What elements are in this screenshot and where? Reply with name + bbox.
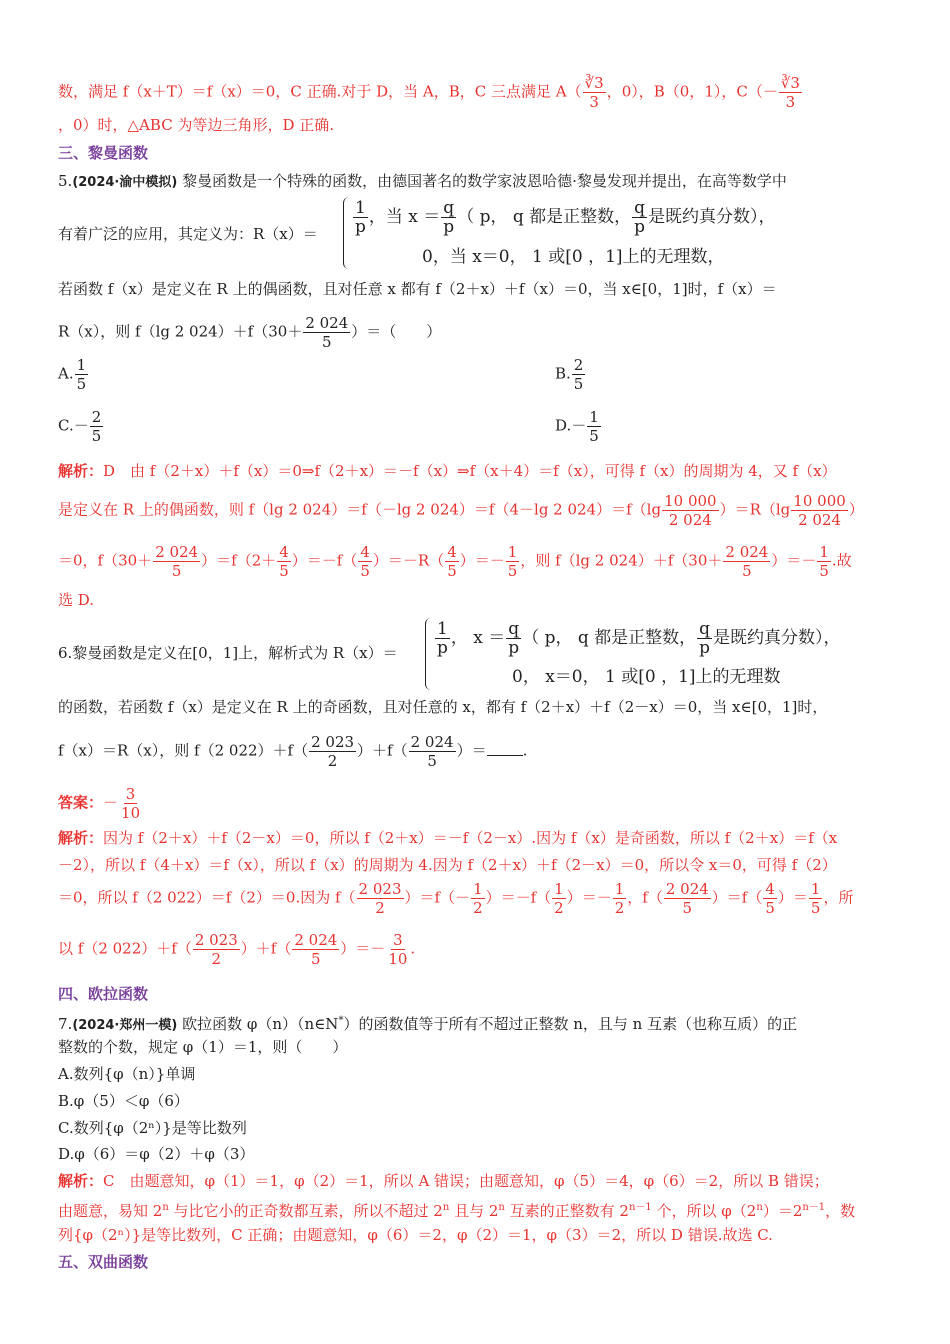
q5-source: (2024·渝中模拟) (72, 175, 178, 190)
q5-case-2: 0，当 x＝0， 1 或[0 ，1]上的无理数， (422, 247, 725, 267)
continuation-line-1: 数，满足 f（x＋T）＝f（x）＝0，C 正确.对于 D，当 A，B，C 三点满足 A（ $\frac{∛3}{3}$ ，0），B（0，1），C（－ $\frac{∛3}{3}$ (58, 74, 800, 111)
q7-source: (2024·郑州一模) (72, 1018, 178, 1033)
section-heading-hyperbolic: 五、双曲函数 (58, 1253, 149, 1271)
fraction: $\frac{q}{p}$ (443, 198, 455, 237)
sol5-line-3: ＝0，f（30＋ $\frac{2 024}{5}$ ）＝f（2＋ $\frac{4}{5}$ ）＝－f（ $\frac{4}{5}$ ）＝－R（ $\frac{4}{5}$ ）＝－ $\frac{1}{5}$ ，则 f（lg 2 024）＋f（30＋ $\frac{2 024}{5}$ ）＝－ $\frac{1}{5}$ .故 (58, 543, 852, 580)
q6-line-1: 6.黎曼函数是定义在[0，1]上，解析式为 R（x）＝ (58, 644, 398, 662)
q5-line-1: 5.(2024·渝中模拟) 黎曼函数是一个特殊的函数，由德国著名的数学家波恩哈德·黎曼发现并提出，在高等数学中 (58, 172, 787, 190)
solution-label: 解析： (58, 829, 104, 847)
sol5-line-1: 解析：D 由 f（2＋x）＋f（x）＝0⇒f（2＋x）＝－f（x）⇒f（x＋4）＝f（x），可得 f（x）的周期为 4，又 f（x） (58, 462, 837, 480)
q5-option-c: C.－ $\frac{2}{5}$ (58, 408, 102, 445)
q6-case-2: 0， x＝0， 1 或[0 ，1]上的无理数 (512, 667, 781, 687)
q7-line-1: 7.(2024·郑州一模) 欧拉函数 φ（n）（n∈N*）的函数值等于所有不超过正整数 n，且与 n 互素（也称互质）的正 (58, 1015, 798, 1033)
q5-definition-label: 有着广泛的应用，其定义为：R（x）＝ (58, 225, 318, 243)
sol6-line-3: ＝0，所以 f（2 022）＝f（2）＝0.因为 f（ $\frac{2 023}{2}$ ）＝f（－ $\frac{1}{2}$ ）＝－f（ $\frac{1}{2}$ ）＝－ $\frac{1}{2}$ ，f（ $\frac{2 024}{5}$ ）＝f（ $\frac{4}{5}$ ）＝ $\frac{1}{5}$ ，所 (58, 880, 854, 917)
answer-label: 答案： (58, 793, 104, 812)
q7-option-a: A.数列{φ（n）}单调 (58, 1065, 196, 1083)
sol5-line-4: 选 D. (58, 591, 95, 609)
q5-option-a: A. $\frac{1}{5}$ (58, 356, 87, 393)
sol5-line-2: 是定义在 R 上的偶函数，则 f（lg 2 024）＝f（－lg 2 024）＝f（4－lg 2 024）＝f（lg $\frac{10 000}{2 024}$ ）＝R（lg $\frac{10 000}{2 024}$ ） (58, 492, 864, 529)
fraction: $\frac{∛3}{3}$ (780, 74, 800, 111)
answer-blank (487, 741, 523, 756)
q6-case-1: $\frac{1}{p}$ ， x ＝ $\frac{q}{p}$ （ p， q 都是正整数， $\frac{q}{p}$ 是既约真分数）， (437, 619, 841, 658)
q6-line-3: f（x）＝R（x），则 f（2 022）＋f（ $\frac{2 023}{2}$ ）＋f（ $\frac{2 024}{5}$ ）＝ . (58, 733, 528, 770)
fraction: $\frac{1}{p}$ (355, 198, 366, 237)
sol7-line-1: 解析：C 由题意知，φ（1）＝1，φ（2）＝1，所以 A 错误；由题意知，φ（5）＝4，φ（6）＝2，所以 B 错误； (58, 1172, 829, 1190)
q7-option-b: B.φ（5）＜φ（6） (58, 1092, 189, 1110)
piecewise-brace (343, 197, 352, 269)
sol6-line-4: 以 f（2 022）＋f（ $\frac{2 023}{2}$ ）＋f（ $\frac{2 024}{5}$ ）＝－ $\frac{3}{10}$ . (58, 931, 416, 968)
q6-line-2: 的函数，若函数 f（x）是定义在 R 上的奇函数，且对任意的 x，都有 f（2＋x）＋f（2－x）＝0，当 x∈[0，1]时， (58, 698, 828, 716)
q7-line-2: 整数的个数，规定 φ（1）＝1，则（ ） (58, 1038, 348, 1056)
q5-line-3: 若函数 f（x）是定义在 R 上的偶函数，且对任意 x 都有 f（2＋x）＋f（x）＝0，当 x∈[0，1]时，f（x）＝ (58, 280, 777, 298)
continuation-line-2: ，0）时，△ABC 为等边三角形，D 正确. (58, 116, 335, 134)
q5-option-d: D.－ $\frac{1}{5}$ (555, 408, 599, 445)
sol7-line-2: 由题意，易知 2$^n$ 与比它小的正奇数都互素，所以不超过 2$^n$ 且与 2$^n$ 互素的正整数有 $2^{n-1}$ 个，所以 $\varphi(2^n)=2^{n-1}$，数 (58, 1202, 856, 1220)
fraction: $\frac{∛3}{3}$ (584, 74, 604, 111)
section-heading-euler: 四、欧拉函数 (58, 985, 149, 1003)
q7-option-c: C.数列{φ（2ⁿ）}是等比数列 (58, 1119, 247, 1137)
sol7-line-3: 列{φ（2ⁿ）}是等比数列，C 正确；由题意知，φ（6）＝2，φ（2）＝1，φ（3）＝2，所以 D 错误.故选 C. (58, 1226, 773, 1244)
solution-label: 解析： (58, 462, 104, 480)
ans6-line: 答案：－ $\frac{3}{10}$ (58, 785, 141, 822)
q5-option-b: B. $\frac{2}{5}$ (555, 356, 584, 393)
piecewise-brace (425, 618, 434, 690)
fraction: $\frac{q}{p}$ (634, 198, 646, 237)
sol6-line-1: 解析：因为 f（2＋x）＋f（2－x）＝0，所以 f（2＋x）＝－f（2－x）.因为 f（x）是奇函数，所以 f（2＋x）＝f（x (58, 829, 838, 847)
sol6-line-2: －2），所以 f（4＋x）＝f（x），所以 f（x）的周期为 4.因为 f（2＋x）＋f（2－x）＝0，所以令 x＝0，可得 f（2） (58, 856, 837, 874)
q5-case-1: $\frac{1}{p}$ ，当 x ＝ $\frac{q}{p}$ （ p， q 都是正整数， $\frac{q}{p}$ 是既约真分数）， (355, 198, 776, 237)
fraction: $\frac{2 024}{5}$ (305, 314, 349, 351)
q7-option-d: D.φ（6）＝φ（2）＋φ（3） (58, 1145, 255, 1163)
section-heading-riemann: 三、黎曼函数 (58, 144, 149, 162)
q5-line-4: R（x），则 f（lg 2 024）＋f（30＋ $\frac{2 024}{5}$ ）＝（ ） (58, 314, 442, 351)
solution-label: 解析： (58, 1172, 104, 1190)
